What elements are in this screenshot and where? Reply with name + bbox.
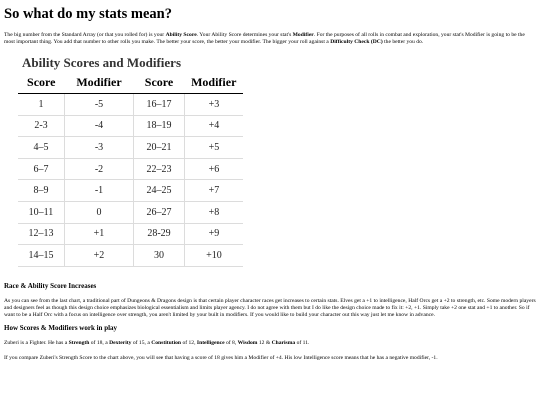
stat-charisma: Charisma [271,339,296,346]
table-cell: 20–21 [134,137,185,159]
stat-strength: Strength [68,339,90,346]
table-cell: 12–13 [18,223,65,245]
table-cell: 1 [18,94,65,116]
table-cell: -1 [65,180,134,202]
intro-paragraph [4,32,536,46]
stat-wisdom: Wisdom [237,339,258,346]
race-section-paragraph: As you can see from the last chart, a traditional part of Dungeons & Dragons design is that certain player character races get increases to certain stats. Elves get a +1 to intelligence, Half Orcs get a +2 to strength, etc. Some modern players and designers feel as though this design choice emphasizes biological essentialism and limits player agency. I do not agree with them but I do like the design choice made to fix it: +2, +1. Simply take +2 one stat and +1 to another. So if want to be a Half Orc with a focus on intelligence over strength, you aren't limited by your built in modifiers. If you would like to build your character out this way just let me know in advance. [4,297,536,318]
table-cell: +5 [185,137,244,159]
zuberi-stats-paragraph [4,340,536,347]
header-modifier-2: Modifier [185,72,244,94]
table-cell: +4 [185,115,244,137]
page-heading: So what do my stats mean? [4,6,172,22]
ability-table-block [18,56,536,267]
table-cell: 14–15 [18,245,65,267]
intro-bold-dc: Difficulty Check (DC) [330,39,383,45]
table-cell: +8 [185,201,244,223]
table-title: Ability Scores and Modifiers [22,55,182,70]
table-cell: 24–25 [134,180,185,202]
zuberi-text: Zuberi is a Fighter. He has a [4,339,69,346]
table-cell: 8–9 [18,180,65,202]
scores-in-play-heading: How Scores & Modifiers work in play [4,323,118,332]
intro-bold-modifier: Modifier [292,32,314,38]
table-cell: 22–23 [134,158,185,180]
table-cell: 30 [134,245,185,267]
table-cell: -4 [65,115,134,137]
table-cell: 28-29 [134,223,185,245]
table-cell: 6–7 [18,158,65,180]
stat-dexterity: Dexterity [109,339,132,346]
intro-bold-ability-score: Ability Score [165,32,197,38]
table-cell: -5 [65,94,134,116]
table-cell: +3 [185,94,244,116]
zuberi-text: of 12, [181,339,197,346]
table-cell: +2 [65,245,134,267]
intro-text-4: the better you do. [382,39,424,45]
table-cell: +6 [185,158,244,180]
table-row [18,201,243,223]
zuberi-text: of 8, [224,339,238,346]
header-score-2: Score [134,72,185,94]
zuberi-text: 12 & [257,339,272,346]
strength-comparison-paragraph: If you compare Zuberi's Strength Score to the chart above, you will see that having a score of 18 gives him a Modifier of +4. His low Intelligence score means that he has a negative modifier, -1. [4,354,438,361]
table-cell: 4–5 [18,137,65,159]
intro-text-1: The big number from the Standard Array (or that you rolled for) is your [4,32,166,38]
race-section-heading: Race & Ability Score Increases [4,281,97,290]
header-score-1: Score [18,72,65,94]
header-modifier-1: Modifier [65,72,134,94]
intro-text-3: . For the purposes of all rolls in combat and exploration, your stat's Modifier is going to be the most important thing. You add that number to other rolls you make. The better your score, the better your modifier. The bigger your roll against a [4,32,525,45]
table-header-row [18,72,243,94]
table-cell: 26–27 [134,201,185,223]
table-cell: -3 [65,137,134,159]
ability-scores-table [18,72,243,267]
table-row [18,137,243,159]
table-cell: +1 [65,223,134,245]
zuberi-text: of 15, a [131,339,152,346]
table-cell: 10–11 [18,201,65,223]
table-row [18,223,243,245]
table-row [18,94,243,116]
intro-text-2: . Your Ability Score determines your stat's [196,32,293,38]
table-cell: +7 [185,180,244,202]
table-cell: -2 [65,158,134,180]
zuberi-text: of 18, a [89,339,110,346]
table-cell: 18–19 [134,115,185,137]
stat-constitution: Constitution [151,339,182,346]
zuberi-text: of 11. [295,339,310,346]
table-cell: +10 [185,245,244,267]
stat-intelligence: Intelligence [196,339,225,346]
table-cell: 0 [65,201,134,223]
table-row [18,158,243,180]
table-row [18,115,243,137]
table-cell: +9 [185,223,244,245]
table-row [18,180,243,202]
table-row [18,245,243,267]
table-cell: 16–17 [134,94,185,116]
table-cell: 2-3 [18,115,65,137]
